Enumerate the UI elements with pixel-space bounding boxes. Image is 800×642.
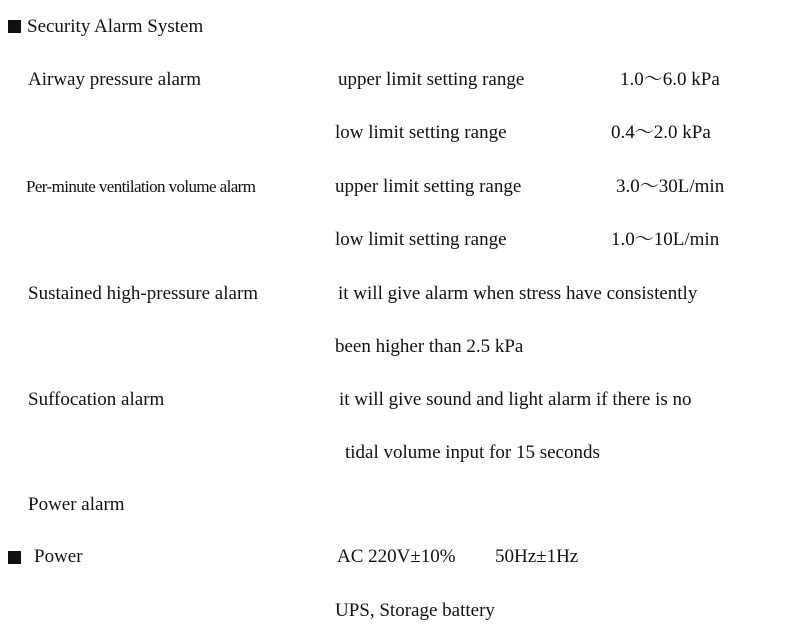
airway-lower-value: 0.4～2.0 kPa xyxy=(611,122,711,143)
ventilation-alarm-label: Per-minute ventilation volume alarm xyxy=(26,177,256,196)
section-bullet-power xyxy=(8,551,21,564)
suffocation-alarm-desc-line2: tidal volume input for 15 seconds xyxy=(345,442,600,463)
suffocation-alarm-label: Suffocation alarm xyxy=(28,389,165,410)
ventilation-upper-value: 3.0～30L/min xyxy=(616,176,725,197)
sustained-alarm-desc-line2: been higher than 2.5 kPa xyxy=(335,336,524,357)
airway-upper-label: upper limit setting range xyxy=(338,69,525,90)
airway-upper-value: 1.0～6.0 kPa xyxy=(620,69,720,90)
ventilation-lower-value: 1.0～10L/min xyxy=(611,229,720,250)
power-alarm-label: Power alarm xyxy=(28,494,125,515)
airway-alarm-label: Airway pressure alarm xyxy=(28,69,202,90)
ventilation-lower-label: low limit setting range xyxy=(335,229,507,250)
power-ac-value: AC 220V±10% xyxy=(337,546,456,567)
section-title-security: Security Alarm System xyxy=(27,16,204,37)
suffocation-alarm-desc-line1: it will give sound and light alarm if there is no xyxy=(339,389,692,410)
sustained-alarm-desc-line1: it will give alarm when stress have consistently xyxy=(338,283,698,304)
power-frequency-value: 50Hz±1Hz xyxy=(495,546,579,567)
power-backup-value: UPS, Storage battery xyxy=(335,600,495,621)
airway-lower-label: low limit setting range xyxy=(335,122,507,143)
sustained-alarm-label: Sustained high-pressure alarm xyxy=(28,283,259,304)
section-bullet-security xyxy=(8,20,21,33)
ventilation-upper-label: upper limit setting range xyxy=(335,176,522,197)
section-title-power: Power xyxy=(34,546,83,567)
